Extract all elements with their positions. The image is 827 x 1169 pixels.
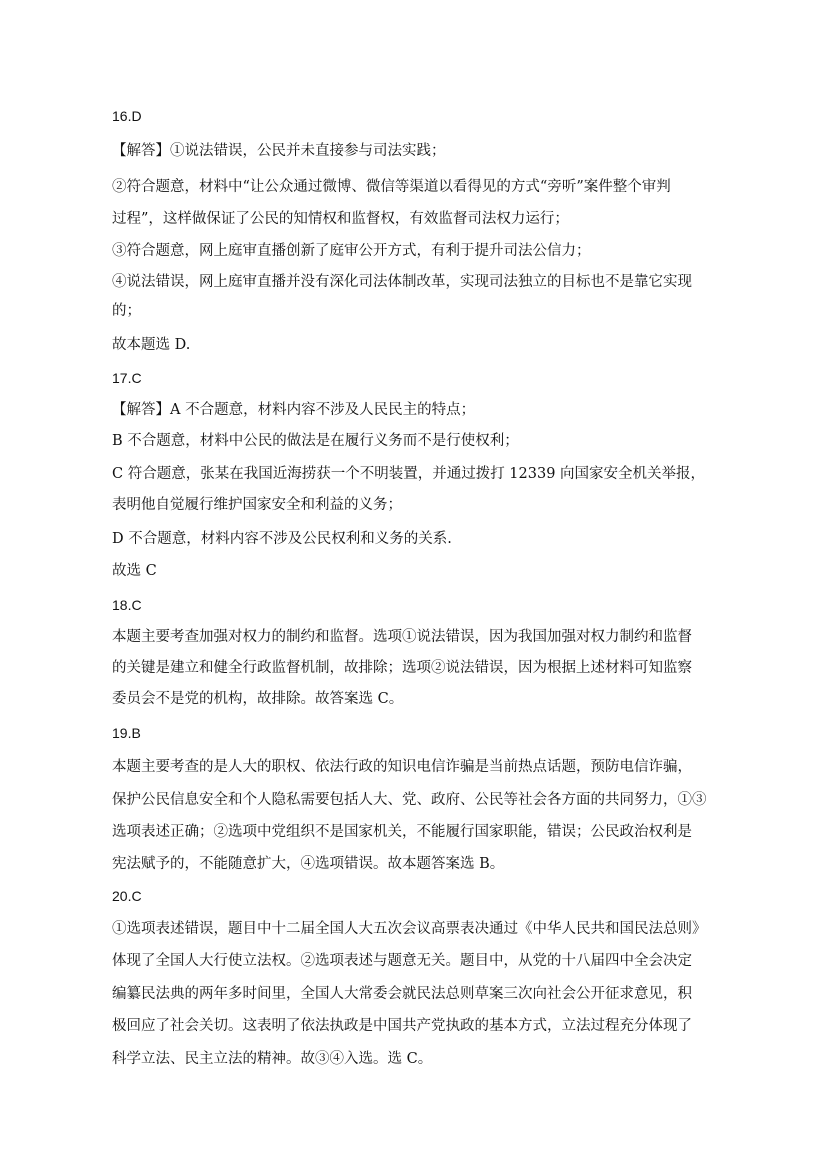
question-16-line-2: ②符合题意，材料中“让公众通过微博、微信等渠道以看得见的方式“旁听”案件整个审判 <box>112 179 671 195</box>
question-17-line-4: 表明他自觉履行维护国家安全和利益的义务； <box>112 497 402 513</box>
question-16-line-4: ③符合题意，网上庭审直播创新了庭审公开方式，有利于提升司法公信力； <box>112 243 591 259</box>
question-20-line-1: ①选项表述错误，题目中十二届全国人大五次会议高票表决通过《中华人民共和国民法总则》 <box>112 921 707 937</box>
question-19-line-4: 宪法赋予的，不能随意扩大，④选项错误。故本题答案选 B。 <box>112 856 505 872</box>
question-16-line-6: 的； <box>112 303 141 319</box>
question-17-number: 17.C <box>112 370 142 386</box>
question-17-line-5: D 不合题意，材料内容不涉及公民权利和义务的关系. <box>112 531 452 547</box>
question-19-number: 19.B <box>112 725 141 741</box>
question-19-line-1: 本题主要考查的是人大的职权、依法行政的知识电信诈骗是当前热点话题，预防电信诈骗， <box>112 759 692 775</box>
question-17-line-2: B 不合题意，材料中公民的做法是在履行义务而不是行使权利； <box>112 433 519 449</box>
question-16-line-3: 过程”，这样做保证了公民的知情权和监督权，有效监督司法权力运行； <box>112 211 569 227</box>
question-20-line-5: 科学立法、民主立法的精神。故③④入选。选 C。 <box>112 1051 433 1067</box>
question-20-line-2: 体现了全国人大行使立法权。②选项表述与题意无关。题目中，从党的十八届四中全会决定 <box>112 953 692 969</box>
question-17-line-6: 故选 C <box>112 563 157 579</box>
question-20-line-3: 编纂民法典的两年多时间里，全国人大常委会就民法总则草案三次向社会公开征求意见，积 <box>112 986 692 1002</box>
question-17-line-1: 【解答】A 不合题意，材料内容不涉及人民民主的特点； <box>112 402 476 418</box>
question-19-line-2: 保护公民信息安全和个人隐私需要包括人大、党、政府、公民等社会各方面的共同努力，①③ <box>112 792 707 808</box>
question-16-line-1: 【解答】①说法错误，公民并未直接参与司法实践； <box>112 143 446 159</box>
question-16-number: 16.D <box>112 108 142 124</box>
question-16-line-5: ④说法错误，网上庭审直播并没有深化司法体制改革，实现司法独立的目标也不是靠它实现 <box>112 274 692 290</box>
question-18-line-3: 委员会不是党的机构，故排除。故答案选 C。 <box>112 691 404 707</box>
question-17-line-3: C 符合题意，张某在我国近海捞获一个不明装置，并通过拨打 12339 向国家安全机关举报， <box>112 466 706 482</box>
question-18-number: 18.C <box>112 597 142 613</box>
question-19-line-3: 选项表述正确；②选项中党组织不是国家机关，不能履行国家职能，错误；公民政治权利是 <box>112 824 692 840</box>
question-20-line-4: 极回应了社会关切。这表明了依法执政是中国共产党执政的基本方式，立法过程充分体现了 <box>112 1018 692 1034</box>
question-18-line-2: 的关键是建立和健全行政监督机制，故排除；选项②说法错误，因为根据上述材料可知监察 <box>112 660 692 676</box>
question-16-line-7: 故本题选 D. <box>112 337 191 353</box>
question-18-line-1: 本题主要考查加强对权力的制约和监督。选项①说法错误，因为我国加强对权力制约和监督 <box>112 629 692 645</box>
question-20-number: 20.C <box>112 888 142 904</box>
